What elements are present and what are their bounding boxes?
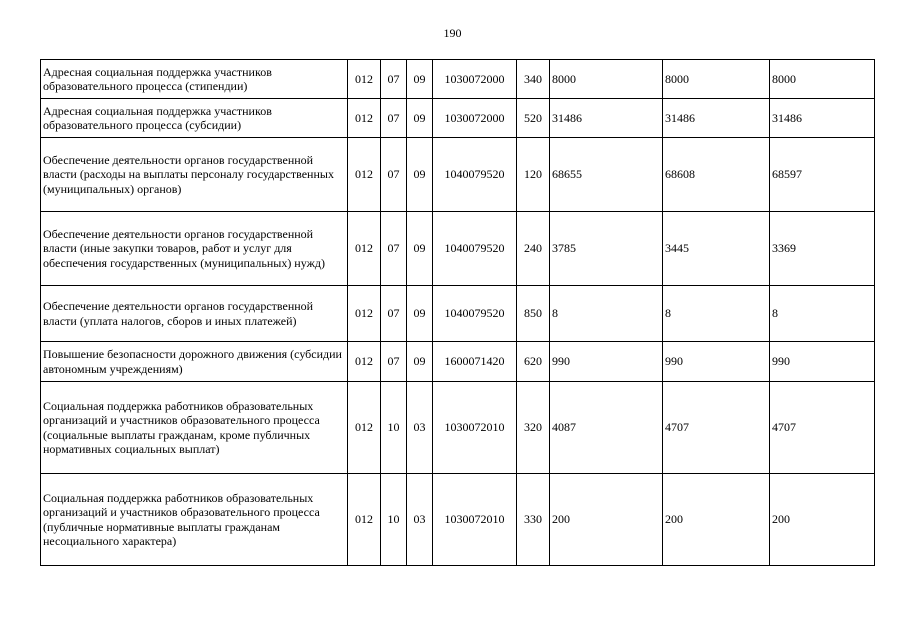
expense-type-code: 340 <box>517 60 550 99</box>
row-description: Адресная социальная поддержка участников образовательного процесса (стипендии) <box>41 60 348 99</box>
row-description: Адресная социальная поддержка участников образовательного процесса (субсидии) <box>41 99 348 138</box>
table-row <box>41 286 875 342</box>
amount-year-3: 3369 <box>770 212 875 286</box>
table-row <box>41 212 875 286</box>
amount-year-2: 3445 <box>663 212 770 286</box>
ministry-code: 012 <box>348 138 381 212</box>
row-description: Обеспечение деятельности органов государственной власти (уплата налогов, сборов и иных платежей) <box>41 286 348 342</box>
subsection-code: 09 <box>407 99 433 138</box>
amount-year-3: 31486 <box>770 99 875 138</box>
section-code: 07 <box>381 99 407 138</box>
amount-year-1: 8000 <box>550 60 663 99</box>
amount-year-2: 68608 <box>663 138 770 212</box>
section-code: 10 <box>381 474 407 566</box>
amount-year-3: 990 <box>770 342 875 382</box>
budget-table <box>40 59 875 566</box>
ministry-code: 012 <box>348 382 381 474</box>
amount-year-3: 4707 <box>770 382 875 474</box>
page-number: 190 <box>443 26 462 40</box>
amount-year-1: 200 <box>550 474 663 566</box>
ministry-code: 012 <box>348 286 381 342</box>
expense-type-code: 320 <box>517 382 550 474</box>
target-article-code: 1030072000 <box>433 60 517 99</box>
section-code: 07 <box>381 138 407 212</box>
amount-year-3: 200 <box>770 474 875 566</box>
amount-year-2: 200 <box>663 474 770 566</box>
amount-year-2: 31486 <box>663 99 770 138</box>
row-description: Обеспечение деятельности органов государственной власти (иные закупки товаров, работ и услуг для обеспечения государственных (муниципальных) нужд) <box>41 212 348 286</box>
table-row <box>41 138 875 212</box>
row-description: Социальная поддержка работников образовательных организаций и участников образовательного процесса (публичные нормативные выплаты гражданам несоциального характера) <box>41 474 348 566</box>
subsection-code: 09 <box>407 286 433 342</box>
subsection-code: 03 <box>407 474 433 566</box>
subsection-code: 09 <box>407 138 433 212</box>
subsection-code: 03 <box>407 382 433 474</box>
expense-type-code: 120 <box>517 138 550 212</box>
row-description: Социальная поддержка работников образовательных организаций и участников образовательного процесса (социальные выплаты гражданам, кроме публичных нормативных социальных выплат) <box>41 382 348 474</box>
ministry-code: 012 <box>348 212 381 286</box>
amount-year-1: 4087 <box>550 382 663 474</box>
amount-year-2: 990 <box>663 342 770 382</box>
section-code: 07 <box>381 342 407 382</box>
target-article-code: 1030072010 <box>433 382 517 474</box>
ministry-code: 012 <box>348 342 381 382</box>
expense-type-code: 240 <box>517 212 550 286</box>
expense-type-code: 620 <box>517 342 550 382</box>
row-description: Обеспечение деятельности органов государственной власти (расходы на выплаты персоналу государственных (муниципальных) органов) <box>41 138 348 212</box>
row-description: Повышение безопасности дорожного движения (субсидии автономным учреждениям) <box>41 342 348 382</box>
section-code: 07 <box>381 212 407 286</box>
subsection-code: 09 <box>407 60 433 99</box>
target-article-code: 1030072000 <box>433 99 517 138</box>
expense-type-code: 330 <box>517 474 550 566</box>
amount-year-3: 8000 <box>770 60 875 99</box>
amount-year-1: 31486 <box>550 99 663 138</box>
table-row <box>41 99 875 138</box>
ministry-code: 012 <box>348 60 381 99</box>
amount-year-3: 68597 <box>770 138 875 212</box>
table-row <box>41 474 875 566</box>
ministry-code: 012 <box>348 99 381 138</box>
section-code: 07 <box>381 60 407 99</box>
expense-type-code: 520 <box>517 99 550 138</box>
table-row <box>41 60 875 99</box>
subsection-code: 09 <box>407 342 433 382</box>
amount-year-1: 8 <box>550 286 663 342</box>
target-article-code: 1040079520 <box>433 212 517 286</box>
subsection-code: 09 <box>407 212 433 286</box>
table-row <box>41 342 875 382</box>
amount-year-3: 8 <box>770 286 875 342</box>
amount-year-2: 8 <box>663 286 770 342</box>
amount-year-2: 8000 <box>663 60 770 99</box>
target-article-code: 1600071420 <box>433 342 517 382</box>
section-code: 07 <box>381 286 407 342</box>
amount-year-1: 3785 <box>550 212 663 286</box>
ministry-code: 012 <box>348 474 381 566</box>
target-article-code: 1040079520 <box>433 138 517 212</box>
amount-year-1: 68655 <box>550 138 663 212</box>
table-row <box>41 382 875 474</box>
section-code: 10 <box>381 382 407 474</box>
target-article-code: 1030072010 <box>433 474 517 566</box>
amount-year-1: 990 <box>550 342 663 382</box>
amount-year-2: 4707 <box>663 382 770 474</box>
target-article-code: 1040079520 <box>433 286 517 342</box>
expense-type-code: 850 <box>517 286 550 342</box>
